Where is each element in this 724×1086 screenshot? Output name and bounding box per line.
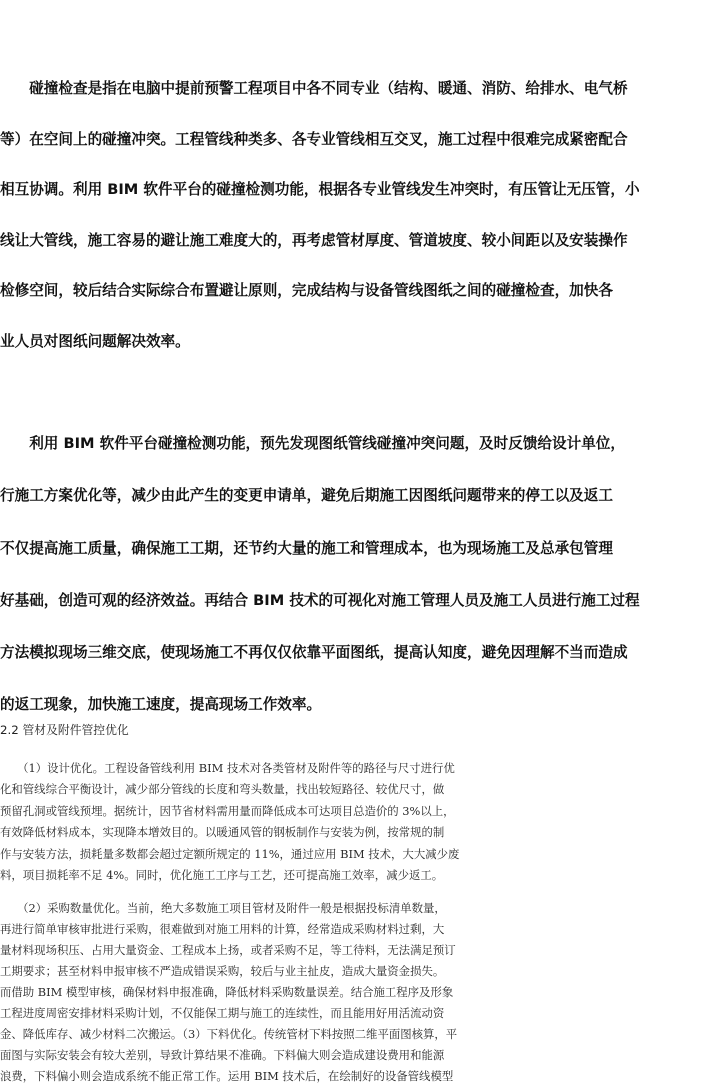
paragraph-2-line: 方法模拟现场三维交底，使现场施工不再仅仅依靠平面图纸，提高认知度，避免因理解不当而造成 (0, 644, 628, 661)
paragraph-2-line: 不仅提高施工质量，确保施工工期，还节约大量的施工和管理成本，也为现场施工及总承包管理 (0, 540, 613, 557)
paragraph-2-line: 行施工方案优化等，减少由此产生的变更申请单，避免后期施工因图纸问题带来的停工以及返工 (0, 487, 613, 504)
paragraph-1-line: 业人员对图纸问题解决效率。 (0, 333, 190, 350)
paragraph-2-line: 好基础，创造可观的经济效益。再结合 BIM 技术的可视化对施工管理人员及施工人员进行施工过程 (0, 592, 640, 609)
paragraph-2-line: 利用 BIM 软件平台碰撞检测功能，预先发现图纸管线碰撞冲突问题，及时反馈给设计单位， (0, 435, 625, 452)
paragraph-4-line: 浪费，下料偏小则会造成系统不能正常工作。运用 BIM 技术后，在绘制好的设备管线模型 (0, 1069, 454, 1083)
paragraph-3-line: 化和管线综合平衡设计，减少部分管线的长度和弯头数量，找出较短路径、较优尺寸，做 (0, 782, 445, 796)
paragraph-4-line: 再进行简单审核审批进行采购，很难做到对施工用料的计算，经常造成采购材料过剩，大 (0, 922, 445, 936)
section-heading: 2.2 管材及附件管控优化 (0, 723, 129, 737)
paragraph-1-line: 检修空间，较后结合实际综合布置避让原则，完成结构与设备管线图纸之间的碰撞检查，加快各 (0, 282, 613, 299)
paragraph-3-line: 有效降低材料成本，实现降本增效目的。以暖通风管的钢板制作与安装为例，按常规的制 (0, 825, 445, 839)
paragraph-1-line: 线让大管线，施工容易的避让施工难度大的，再考虑管材厚度、管道坡度、较小间距以及安装操作 (0, 232, 628, 249)
paragraph-1-line: 等）在空间上的碰撞冲突。工程管线种类多、各专业管线相互交叉，施工过程中很难完成紧密配合 (0, 131, 628, 148)
paragraph-4-line: 量材料现场积压、占用大量资金、工程成本上扬，或者采购不足，等工待料，无法满足预订 (0, 943, 456, 957)
paragraph-4-line: 金、降低库存、减少材料二次搬运。（3）下料优化。传统管材下料按照二维平面图核算，平 (0, 1027, 458, 1041)
paragraph-3-line: 作与安装方法，损耗量多数都会超过定额所规定的 11%，通过应用 BIM 技术，大大减少废 (0, 847, 460, 861)
paragraph-4-line: 面图与实际安装会有较大差别，导致计算结果不准确。下料偏大则会造成建设费用和能源 (0, 1048, 445, 1062)
paragraph-4-line: （2）采购数量优化。当前，绝大多数施工项目管材及附件一般是根据投标清单数量， (0, 901, 446, 915)
paragraph-4-line: 而借助 BIM 模型审核，确保材料申报准确，降低材料采购数量误差。结合施工程序及形象 (0, 985, 454, 999)
paragraph-1-line: 碰撞检查是指在电脑中提前预警工程项目中各不同专业（结构、暖通、消防、给排水、电气桥 (0, 80, 628, 97)
paragraph-2-line: 的返工现象，加快施工速度，提高现场工作效率。 (0, 696, 322, 713)
paragraph-1-line: 相互协调。利用 BIM 软件平台的碰撞检测功能，根据各专业管线发生冲突时，有压管让无压管，小 (0, 181, 640, 198)
paragraph-3-line: 预留孔洞或管线预埋。据统计，因节省材料需用量而降低成本可达项目总造价的 3%以上， (0, 804, 455, 818)
paragraph-4-line: 工期要求；甚至材料申报审核不严造成错误采购，较后与业主扯皮，造成大量资金损失。 (0, 964, 445, 978)
paragraph-3-line: （1）设计优化。工程设备管线利用 BIM 技术对各类管材及附件等的路径与尺寸进行优 (0, 761, 455, 775)
paragraph-3-line: 料，项目损耗率不足 4%。同时，优化施工工序与工艺，还可提高施工效率，减少返工。 (0, 868, 444, 882)
paragraph-4-line: 工程进度周密安排材料采购计划，不仅能保工期与施工的连续性，而且能用好用活流动资 (0, 1006, 445, 1020)
